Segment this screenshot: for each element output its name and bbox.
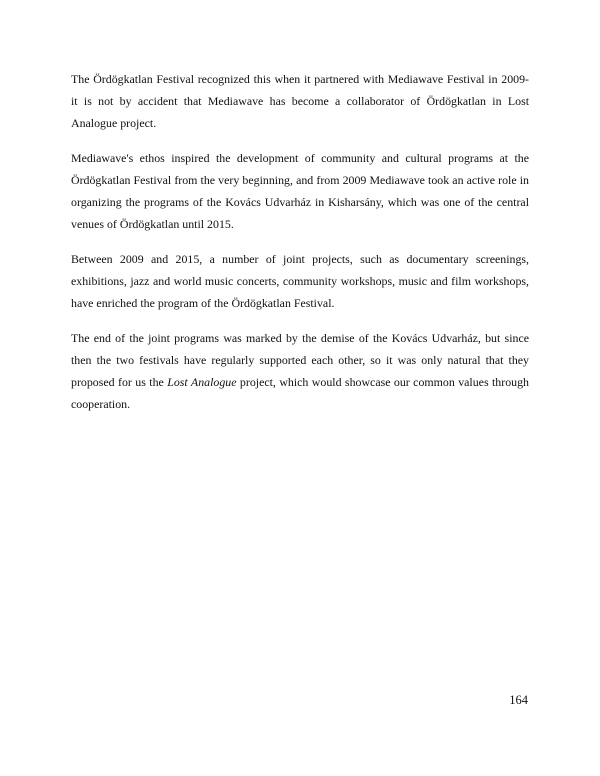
paragraph-1: The Ördögkatlan Festival recognized this when it partnered with Mediawave Festival in 2009- it is not by accident that Mediawave has become a collaborator of Ördögkatlan in Lost Analogue project. [71,72,529,131]
paragraph-3: Between 2009 and 2015, a number of joint projects, such as documentary screenings, exhibitions, jazz and world music concerts, community workshops, music and film workshops, have enriched the program of the Ördögkatlan Festival. [71,251,529,311]
page-number: 164 [509,693,528,707]
project-title-italic: Lost Analogue [167,374,237,389]
paragraph-4 [71,327,529,416]
body-text [71,68,529,427]
paragraph-2: Mediawave's ethos inspired the development of community and cultural programs at the Ördögkatlan Festival from the very beginning, and from 2009 Mediawave took an active role in organizing the programs of the Kovács Udvarház in Kisharsány, which was one of the central venues of Ördögkatlan until 2015. [71,150,529,232]
paragraph-4-text-end: project, which would showcase our common values through cooperation. [71,374,529,412]
paragraph-4-text-start: The end of the joint programs was marked by the demise of the Kovács Udvarház, but since then the two festivals have regularly supported each other, so it was only natural that they proposed for us the [71,330,529,389]
